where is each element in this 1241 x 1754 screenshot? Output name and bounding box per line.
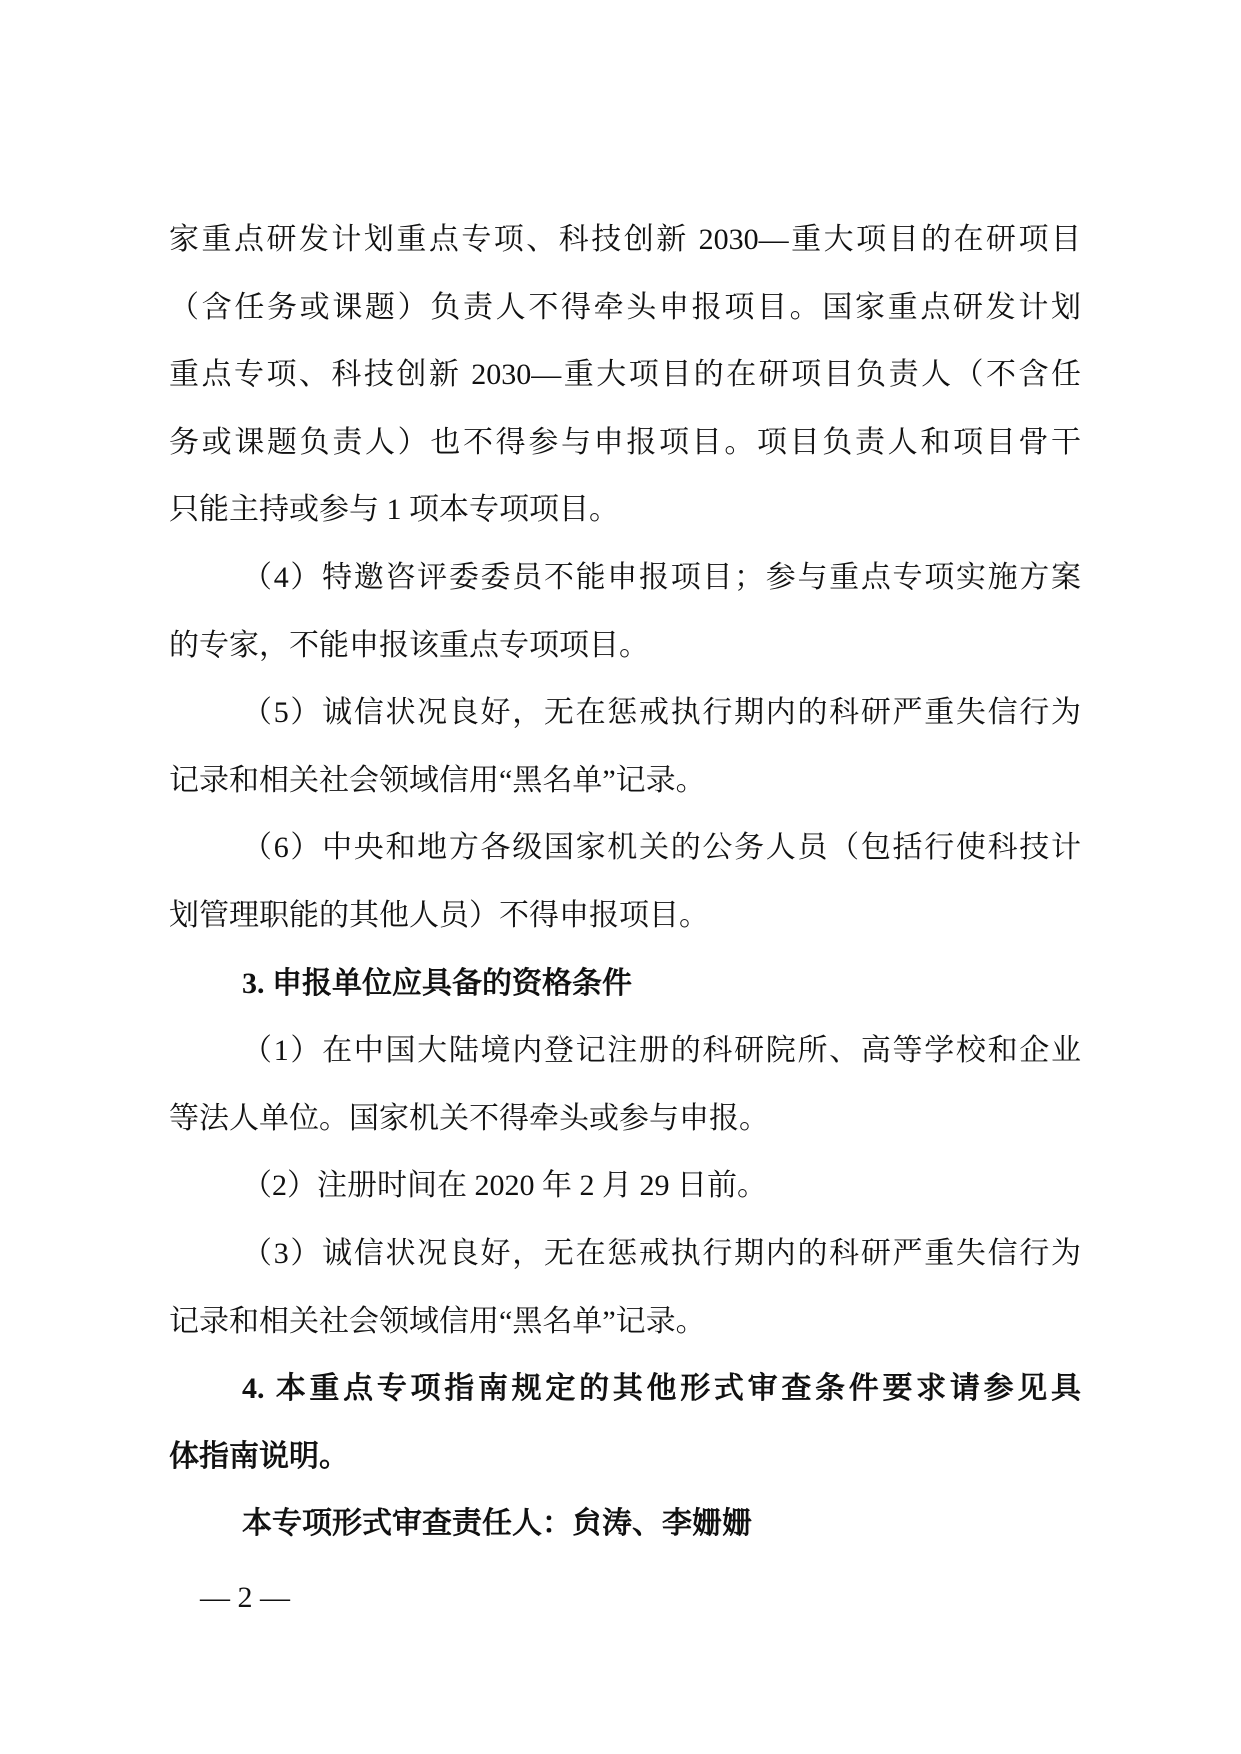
responsible-person-line: 本专项形式审查责任人：贠涛、李姗姗	[242, 1507, 752, 1541]
text-line: （含任务或课题）负责人不得牵头申报项目。国家重点研发计划	[169, 290, 1081, 324]
section-heading: 4. 本重点专项指南规定的其他形式审查条件要求请参见具	[242, 1372, 1081, 1406]
text-line: （5）诚信状况良好，无在惩戒执行期内的科研严重失信行为	[242, 696, 1081, 730]
text-line: 等法人单位。国家机关不得牵头或参与申报。	[169, 1101, 769, 1135]
body-text	[169, 206, 1081, 1558]
text-line: （3）诚信状况良好，无在惩戒执行期内的科研严重失信行为	[242, 1236, 1081, 1270]
text-line: 务或课题负责人）也不得参与申报项目。项目负责人和项目骨干	[169, 425, 1081, 459]
text-line: 的专家，不能申报该重点专项项目。	[169, 628, 649, 662]
text-line: （6）中央和地方各级国家机关的公务人员（包括行使科技计	[242, 831, 1081, 865]
text-line: 重点专项、科技创新 2030—重大项目的在研项目负责人（不含任	[169, 358, 1081, 392]
page-number: — 2 —	[200, 1581, 290, 1614]
section-heading: 体指南说明。	[169, 1439, 349, 1473]
text-line: （4）特邀咨评委委员不能申报项目；参与重点专项实施方案	[242, 560, 1081, 594]
text-line: 划管理职能的其他人员）不得申报项目。	[169, 898, 709, 932]
text-line: （1）在中国大陆境内登记注册的科研院所、高等学校和企业	[242, 1034, 1081, 1068]
text-line: 家重点研发计划重点专项、科技创新 2030—重大项目的在研项目	[169, 223, 1081, 256]
text-line: （2）注册时间在 2020 年 2 月 29 日前。	[242, 1169, 767, 1203]
text-line: 记录和相关社会领域信用“黑名单”记录。	[169, 1304, 706, 1338]
section-heading: 3. 申报单位应具备的资格条件	[242, 966, 632, 1000]
text-line: 只能主持或参与 1 项本专项项目。	[169, 493, 619, 527]
text-line: 记录和相关社会领域信用“黑名单”记录。	[169, 763, 706, 797]
